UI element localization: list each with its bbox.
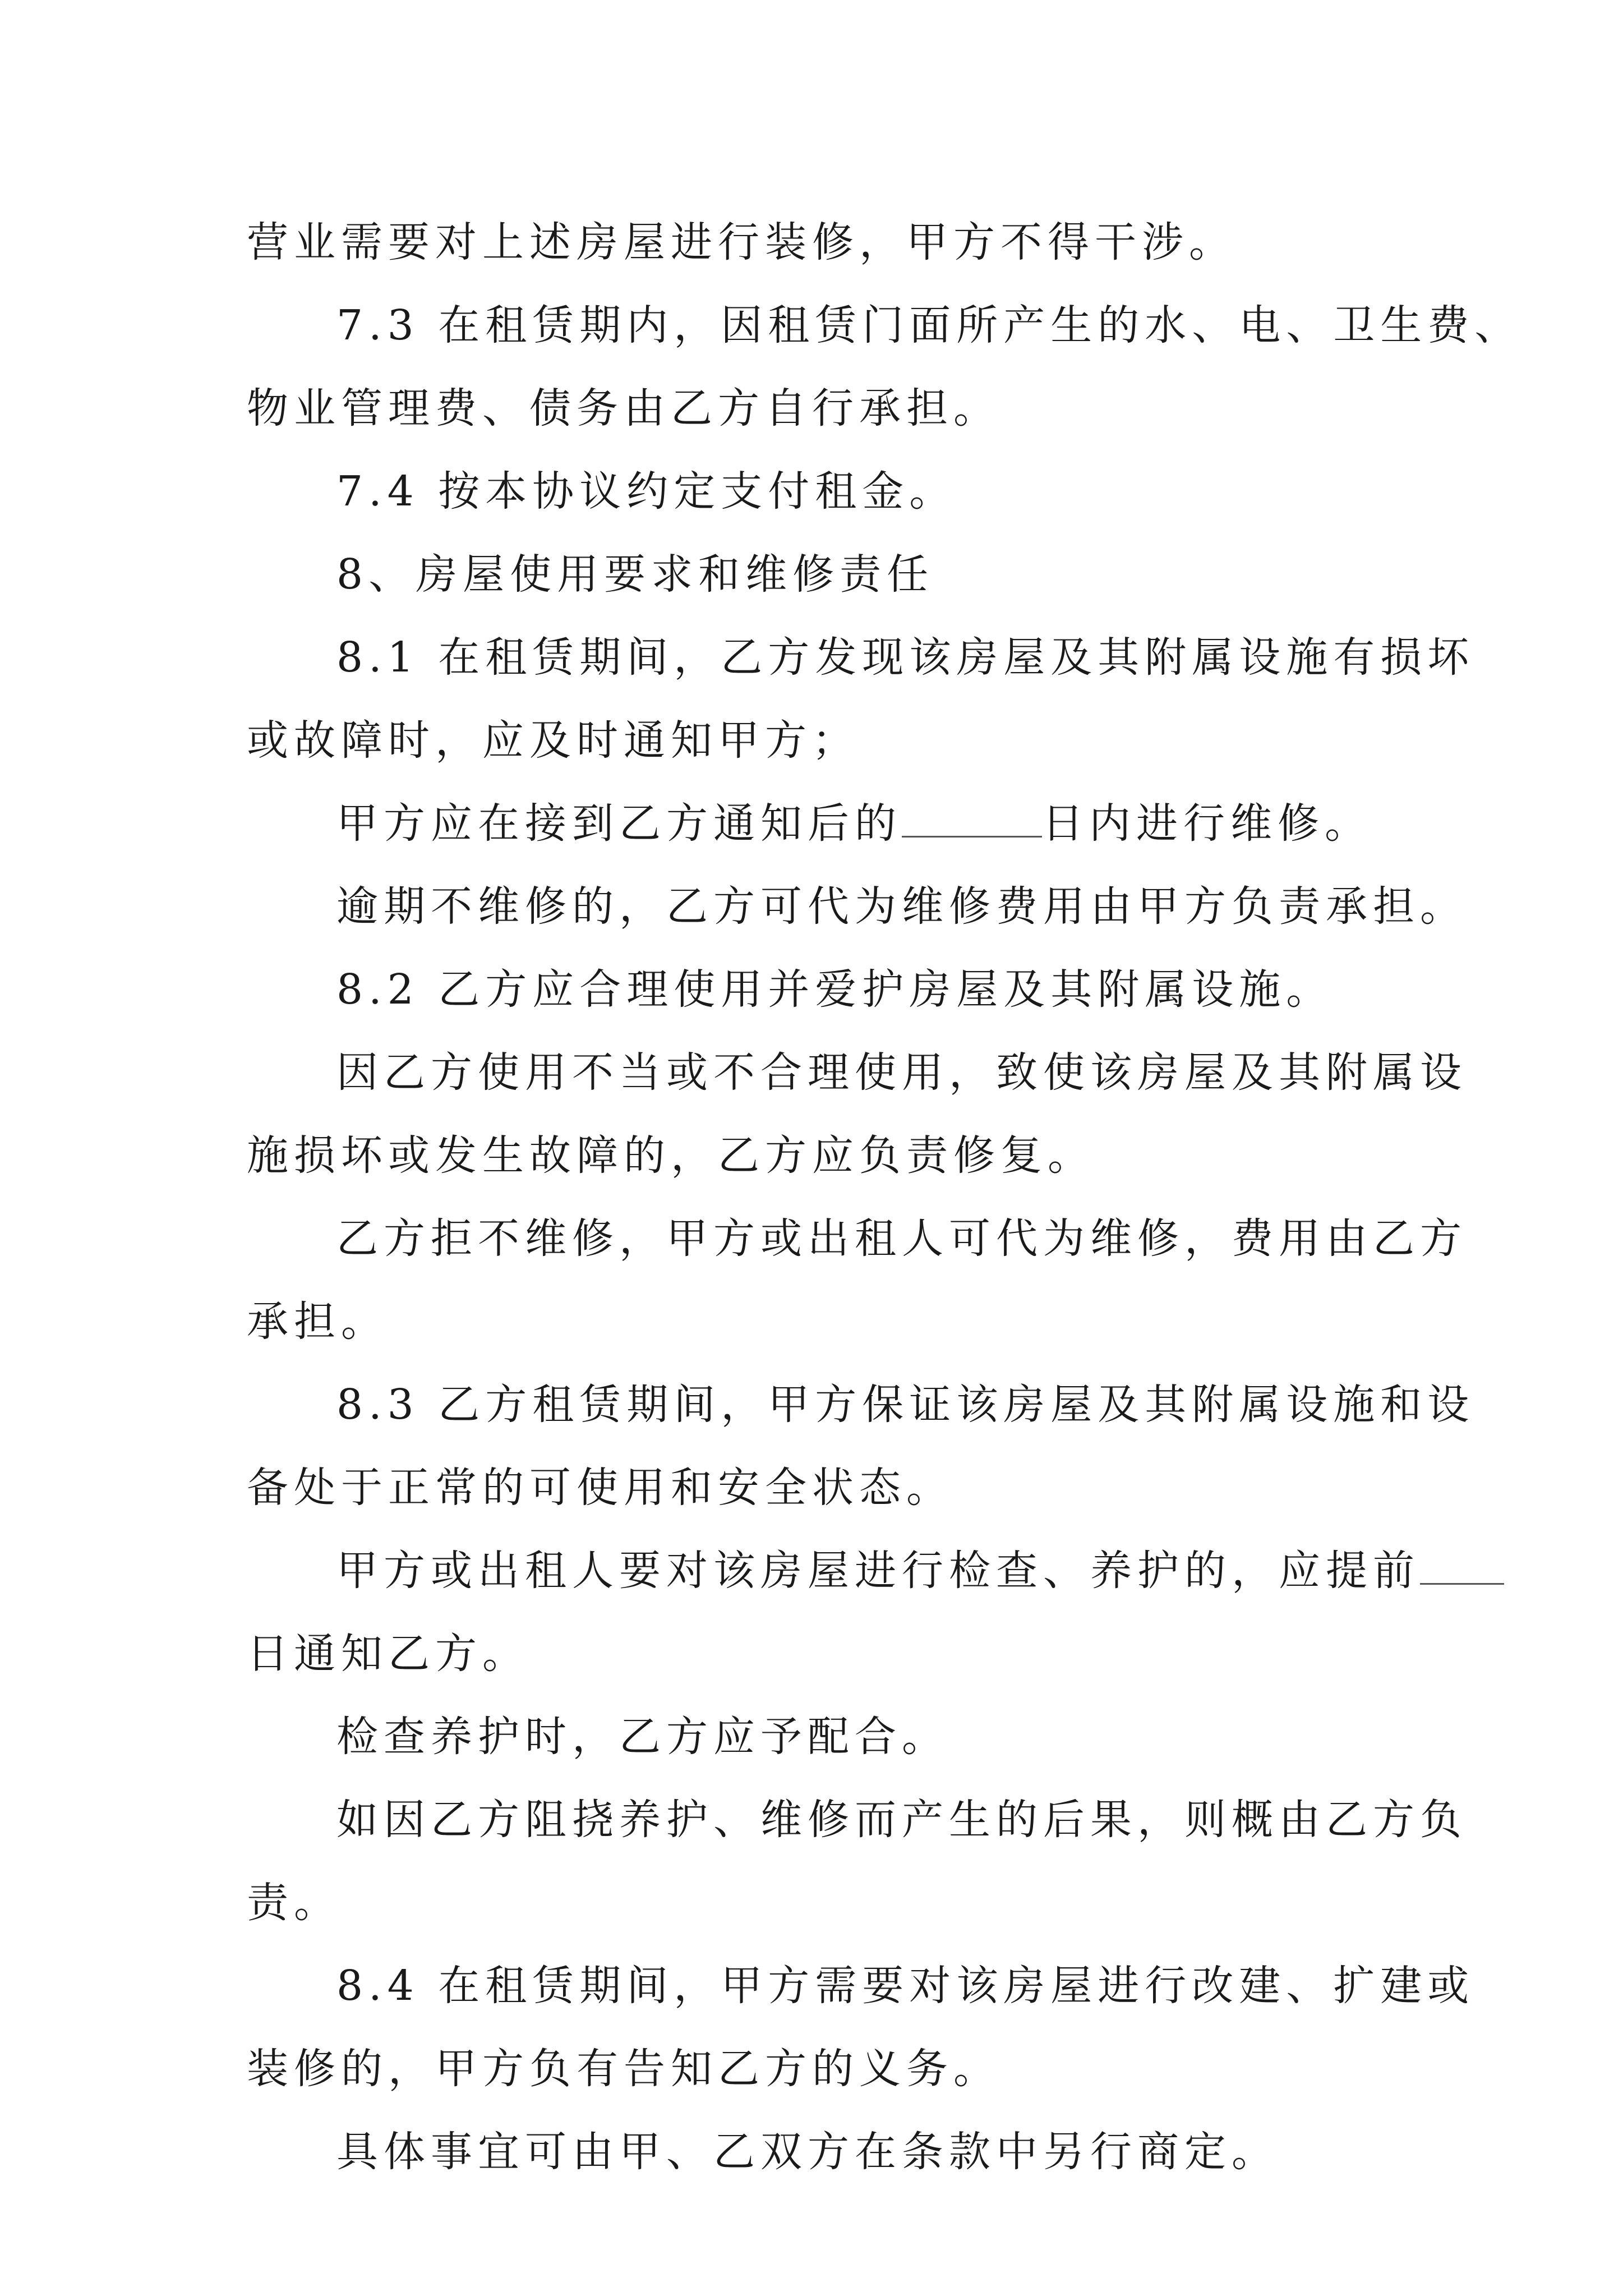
clause-7-3-line-2: 物业管理费、债务由乙方自行承担。 [247,384,1000,432]
text-line: 逾期不维修的，乙方可代为维修费用由甲方负责承担。 [336,882,1467,931]
text-line: 承担。 [247,1297,388,1346]
repair-days-blank [902,802,1042,838]
notice-days-prefix: 甲方或出租人要对该房屋进行检查、养护的，应提前 [336,1547,1420,1595]
clause-7-4: 7.4 按本协议约定支付租金。 [336,467,957,516]
document-body [247,201,1522,2193]
clause-8-2: 8.2 乙方应合理使用并爱护房屋及其附属设施。 [336,965,1334,1014]
text-line: 如因乙方阻挠养护、维修而产生的后果，则概由乙方负 [336,1796,1467,1844]
text-line: 具体事宜可由甲、乙双方在条款中另行商定。 [336,2128,1279,2176]
text-line: 因乙方使用不当或不合理使用，致使该房屋及其附属设 [336,1048,1467,1097]
clause-8-1-line-1: 8.1 在租赁期间，乙方发现该房屋及其附属设施有损坏 [336,633,1475,682]
text-line: 责。 [247,1879,341,1927]
clause-8-4-line-2: 装修的，甲方负有告知乙方的义务。 [247,2045,1000,2093]
repair-days-line [247,782,1413,865]
clause-8-3-line-1: 8.3 乙方租赁期间，甲方保证该房屋及其附属设施和设 [336,1381,1475,1429]
section-8-heading: 8、房屋使用要求和维修责任 [336,550,934,599]
notice-days-line [247,1529,1420,1612]
text-line: 检查养护时，乙方应予配合。 [336,1713,949,1761]
notice-days-blank [1420,1549,1504,1585]
clause-8-1-line-2: 或故障时，应及时通知甲方； [247,716,859,765]
clause-8-3-line-2: 备处于正常的可使用和安全状态。 [247,1464,953,1512]
text-line: 营业需要对上述房屋进行装修，甲方不得干涉。 [247,218,1236,266]
clause-7-3-line-1: 7.3 在租赁期内，因租赁门面所产生的水、电、卫生费、 [336,301,1522,349]
repair-days-suffix: 日内进行维修。 [1042,799,1372,848]
text-line: 施损坏或发生故障的，乙方应负责修复。 [247,1131,1095,1180]
text-line: 乙方拒不维修，甲方或出租人可代为维修，费用由乙方 [336,1214,1467,1263]
clause-8-4-line-1: 8.4 在租赁期间，甲方需要对该房屋进行改建、扩建或 [336,1962,1475,2010]
repair-days-prefix: 甲方应在接到乙方通知后的 [336,799,902,848]
text-line: 日通知乙方。 [247,1630,529,1678]
